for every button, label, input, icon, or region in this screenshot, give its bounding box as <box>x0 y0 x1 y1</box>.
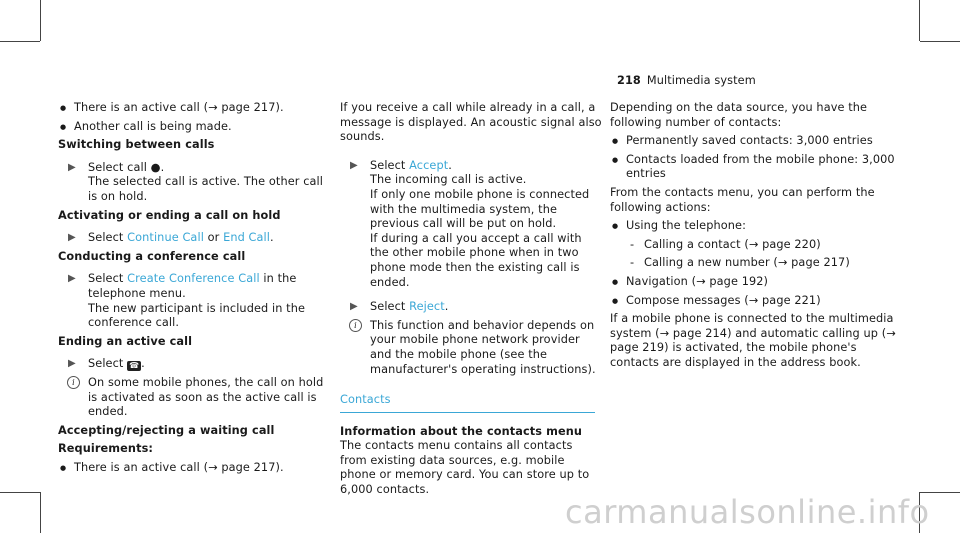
paragraph-outro: If a mobile phone is connected to the multimedia system (→ page 214) and automatic calling up (→ page 219) is activated, the mobile phone's contacts are displayed in the address book. <box>610 312 896 369</box>
step-accept <box>340 159 602 290</box>
list-item: ● Another call is being made. <box>58 120 330 135</box>
list-item: ● Using the telephone: <box>610 219 900 234</box>
arrow-step-icon: ▶ <box>68 232 76 244</box>
crop-mark <box>919 0 920 41</box>
paragraph-intro: If you receive a call while already in a call, a message is displayed. An acoustic signal also sounds. <box>340 101 602 144</box>
info-text: This function and behavior depends on your mobile phone network provider and the mobile phone (see the manufacturer's operating instructions). <box>370 318 596 376</box>
heading-switching: Switching between calls <box>58 138 215 152</box>
heading-conference: Conducting a conference call <box>58 249 246 263</box>
arrow-step-icon: ▶ <box>68 273 76 285</box>
step-detail: If during a call you accept a call with the other mobile phone when in two phone mode then the existing call is ended. <box>370 231 582 289</box>
step-conference <box>58 272 330 330</box>
list-item: ● There is an active call (→ page 217). <box>58 461 330 476</box>
heading-activating: Activating or ending a call on hold <box>58 208 281 222</box>
info-icon: i <box>67 376 80 389</box>
step-text: Select <box>88 357 124 371</box>
info-note <box>58 376 330 420</box>
arrow-step-icon: ▶ <box>350 301 358 313</box>
paragraph-info: The contacts menu contains all contacts from existing data sources, e.g. mobile phone or memory card. You can store up to 6,000 contacts. <box>340 439 590 497</box>
step-switching <box>58 161 330 205</box>
heading-accepting: Accepting/rejecting a waiting call <box>58 423 275 437</box>
heading-requirements: Requirements: <box>58 442 154 456</box>
heading-info-contacts: Information about the contacts menu <box>340 424 583 438</box>
step-text: . <box>448 158 452 172</box>
column-2 <box>340 101 602 498</box>
end-call-link[interactable]: End Call <box>223 231 271 245</box>
list-item: ● Permanently saved contacts: 3,000 entries <box>610 134 900 149</box>
list-item: ● There is an active call (→ page 217). <box>58 101 330 116</box>
step-detail: The new participant is included in the conference call. <box>88 301 306 330</box>
column-3 <box>610 101 900 371</box>
continue-call-link[interactable]: Continue Call <box>127 231 204 245</box>
step-activating <box>58 231 330 246</box>
crop-mark <box>0 492 40 493</box>
step-reject <box>340 300 602 315</box>
step-detail: The selected call is active. The other call is on hold. <box>88 175 324 203</box>
arrow-step-icon: ▶ <box>350 159 358 171</box>
watermark: carmanualsonline.info <box>565 493 930 531</box>
step-text: Select <box>88 231 128 245</box>
list-item: ● Compose messages (→ page 221) <box>610 294 900 309</box>
step-text: . <box>270 231 274 245</box>
info-text: On some mobile phones, the call on hold is activated as soon as the active call is ended. <box>88 375 324 419</box>
step-ending: ▶ Select ☎ . <box>68 357 145 371</box>
column-1 <box>58 101 330 479</box>
crop-mark <box>920 41 960 42</box>
reject-link[interactable]: Reject <box>409 300 445 314</box>
info-note <box>340 319 602 377</box>
sub-list-item: - Calling a contact (→ page 220) <box>610 238 900 253</box>
step-detail: If only one mobile phone is connected with the multimedia system, the previous call will be put on hold. <box>370 187 590 231</box>
paragraph-actions: From the contacts menu, you can perform the following actions: <box>610 185 875 214</box>
step-text: or <box>203 231 224 245</box>
step-text: Select call ●. <box>88 160 165 174</box>
arrow-step-icon: ▶ <box>68 358 76 370</box>
info-icon: i <box>349 319 362 332</box>
heading-ending: Ending an active call <box>58 334 193 348</box>
create-conference-call-link[interactable]: Create Conference Call <box>127 272 260 286</box>
step-text: in the telephone menu. <box>88 272 297 300</box>
accept-link[interactable]: Accept <box>409 158 449 172</box>
sub-list-item: - Calling a new number (→ page 217) <box>610 256 900 271</box>
page-number: 218 <box>617 74 641 87</box>
crop-mark <box>0 41 40 42</box>
arrow-step-icon: ▶ <box>68 161 76 173</box>
crop-mark <box>40 492 41 533</box>
step-text: Select <box>370 158 410 172</box>
page-header <box>617 74 756 89</box>
step-text: Select <box>88 272 128 286</box>
section-title: Multimedia system <box>646 74 756 87</box>
paragraph-intro: Depending on the data source, you have the following number of contacts: <box>610 101 868 129</box>
list-item: ● Contacts loaded from the mobile phone: 3,000 entries <box>610 153 900 182</box>
end-call-icon: ☎ <box>129 361 140 371</box>
step-text: Select <box>370 300 410 314</box>
step-text: . <box>444 300 449 314</box>
section-title-contacts: Contacts <box>340 393 595 413</box>
step-detail: The incoming call is active. <box>370 173 527 187</box>
list-item: ● Navigation (→ page 192) <box>610 275 900 290</box>
crop-mark <box>40 0 41 41</box>
